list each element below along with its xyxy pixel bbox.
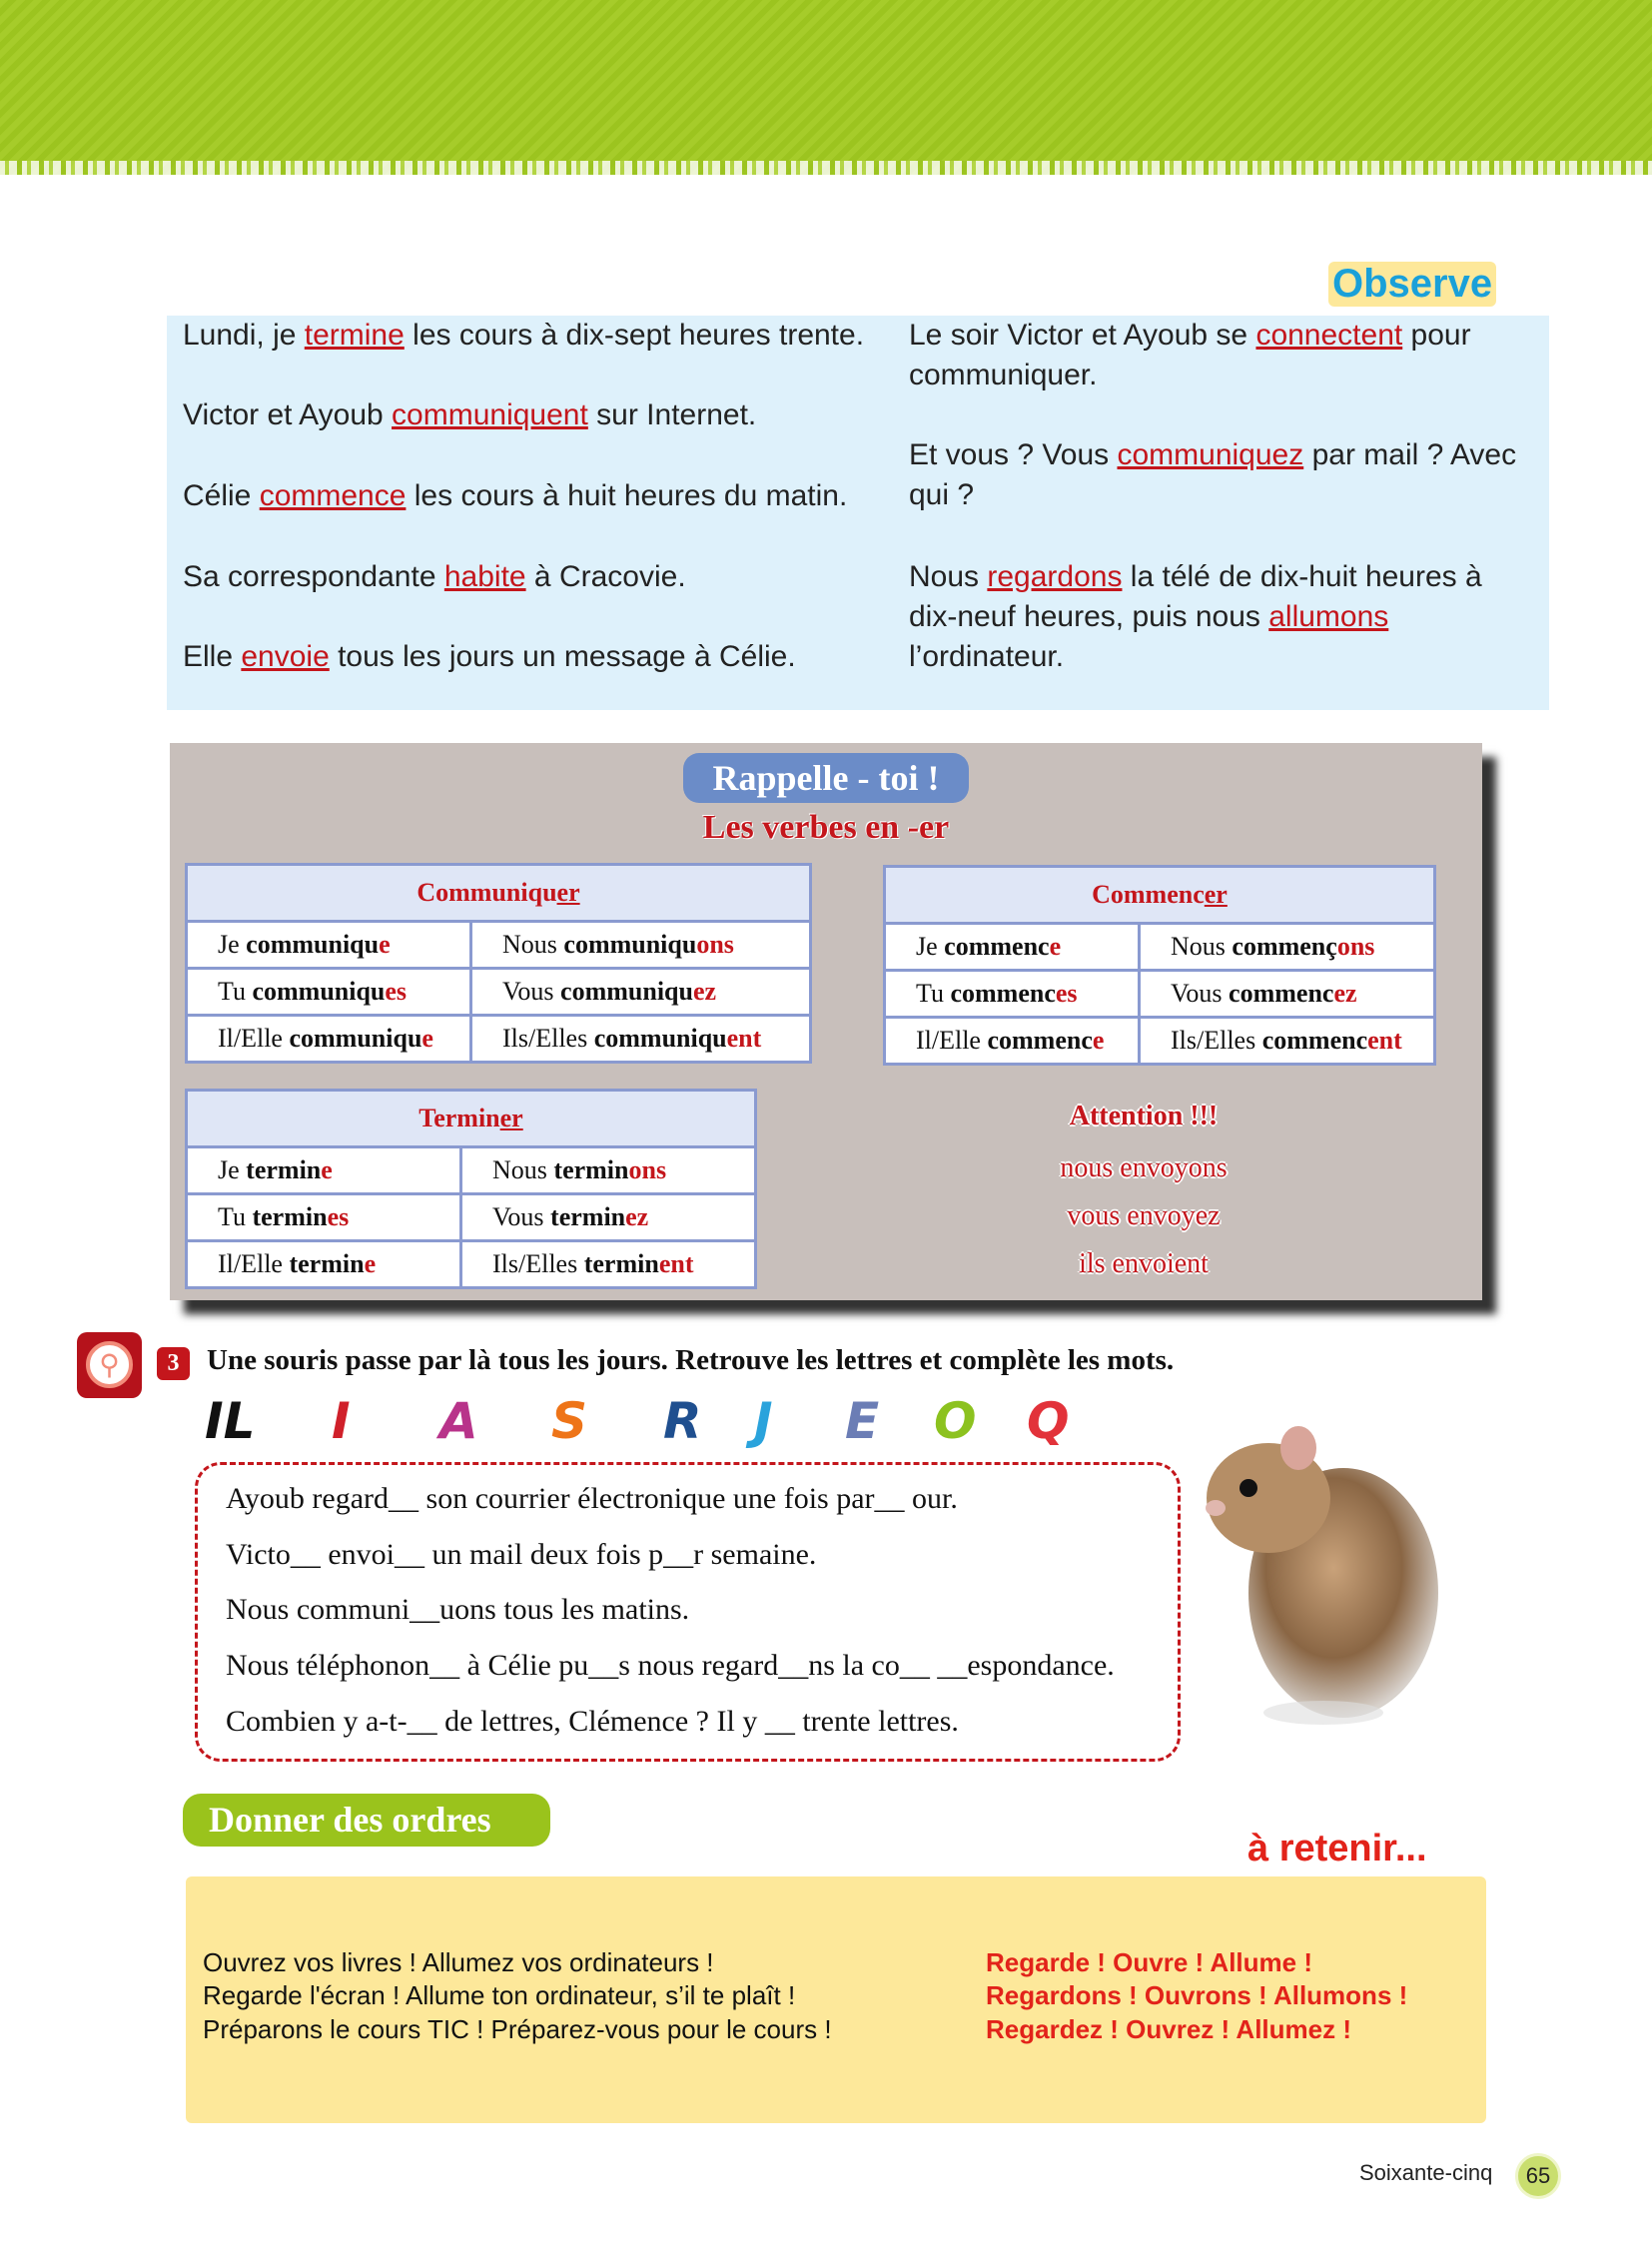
stem: termin — [246, 1155, 322, 1184]
pronoun: Ils/Elles — [502, 1024, 594, 1053]
letter-tile: J — [754, 1392, 773, 1450]
pronoun: Je — [916, 932, 945, 961]
table-row — [187, 1194, 756, 1241]
sentence-text: les cours à dix-sept heures trente. — [404, 319, 865, 352]
observe-sentence — [183, 316, 902, 356]
pronoun: Ils/Elles — [492, 1249, 584, 1278]
verb-ending: er — [499, 1104, 523, 1132]
pronoun: Tu — [218, 1202, 253, 1231]
order-example: Regarde l'écran ! Allume ton ordinateur, s’il te plaît ! — [203, 1980, 796, 2010]
sentence-text: Sa correspondante — [183, 560, 444, 593]
pronoun: Je — [218, 1155, 247, 1184]
sentence-text: pour communiquer. — [909, 319, 1471, 391]
conjugation-cell — [885, 971, 1140, 1018]
pronoun: Nous — [1171, 932, 1233, 961]
observe-sentence — [909, 557, 1518, 677]
sentence-text: Le soir Victor et Ayoub se — [909, 319, 1256, 352]
stem: commenç — [1232, 932, 1337, 961]
stem: commenc — [950, 979, 1056, 1008]
stem: communiqu — [560, 977, 693, 1006]
conjugation-cell — [187, 1016, 471, 1063]
stem: communiqu — [289, 1024, 422, 1053]
conjugation-cell — [1140, 924, 1435, 971]
observe-sentence — [183, 637, 902, 677]
conjugation-cell — [187, 922, 471, 969]
attention-item: ils envoient — [1079, 1248, 1209, 1279]
highlighted-verb: commence — [259, 479, 407, 512]
stem: termin — [550, 1202, 626, 1231]
rappel-title: Rappelle - toi ! — [683, 753, 969, 803]
conjugation-cell — [461, 1194, 756, 1241]
verb-ending: er — [1204, 880, 1228, 909]
table-row — [885, 971, 1435, 1018]
observe-sentence — [909, 435, 1518, 515]
pronoun: Vous — [502, 977, 561, 1006]
observe-sentence — [183, 476, 902, 516]
conjugation-cell — [187, 969, 471, 1016]
sentence-text: Lundi, je — [183, 319, 305, 352]
fill-in-sentence: Nous téléphonon__ à Célie pu__s nous regard__ns la co__ __espondance. — [226, 1649, 1115, 1682]
stem: termin — [252, 1202, 328, 1231]
imperative-form: Regarde ! Ouvre ! Allume ! — [986, 1947, 1312, 1977]
letter-tile: IL — [205, 1392, 256, 1450]
stem: commenc — [1229, 979, 1334, 1008]
fill-in-sentence: Combien y a-t-__ de lettres, Clémence ? Il y __ trente lettres. — [226, 1705, 959, 1738]
letter-tile: I — [332, 1392, 351, 1450]
stem: communiqu — [252, 977, 386, 1006]
sentence-text: la télé de dix-huit heures à dix-neuf heures, puis nous — [909, 560, 1482, 633]
ending: ons — [696, 930, 734, 959]
stem: commenc — [1261, 1026, 1368, 1055]
observe-heading: Observe — [1328, 262, 1496, 307]
highlighted-verb: termine — [304, 319, 405, 352]
rappel-subtitle: Les verbes en -er — [702, 809, 950, 846]
sentence-text: Elle — [183, 640, 242, 673]
observe-sentence — [909, 316, 1518, 395]
pronoun: Nous — [502, 930, 564, 959]
pronoun: Il/Elle — [218, 1249, 290, 1278]
pronoun: Vous — [1171, 979, 1230, 1008]
table-row — [187, 969, 811, 1016]
ending: e — [364, 1249, 377, 1278]
ending: ons — [1336, 932, 1375, 961]
ending: es — [327, 1202, 350, 1231]
table-row — [187, 1147, 756, 1194]
sentence-text: Nous — [909, 560, 988, 593]
observe-sentence — [183, 557, 902, 597]
sentence-text: à Cracovie. — [525, 560, 686, 593]
pronoun: Vous — [492, 1202, 551, 1231]
letter-tile: O — [934, 1392, 977, 1450]
pronoun: Je — [218, 930, 247, 959]
fill-in-sentence: Ayoub regard__ son courrier électronique une fois par__ our. — [226, 1482, 958, 1515]
retenir-label: à retenir... — [1247, 1828, 1427, 1869]
conjugation-cell — [471, 969, 811, 1016]
ending: ez — [1333, 979, 1357, 1008]
ending: ez — [692, 977, 717, 1006]
conjugation-cell — [471, 1016, 811, 1063]
conjugation-cell — [471, 922, 811, 969]
highlighted-verb: communiquez — [1117, 438, 1304, 471]
verb-stem: Communiqu — [416, 878, 557, 907]
stem: communiqu — [563, 930, 697, 959]
conjugation-cell — [1140, 971, 1435, 1018]
sentence-text: les cours à huit heures du matin. — [406, 479, 848, 512]
pronoun: Tu — [916, 979, 951, 1008]
stem: termin — [553, 1155, 629, 1184]
ending: e — [1092, 1026, 1105, 1055]
ending: e — [379, 930, 391, 959]
stem: commenc — [944, 932, 1050, 961]
table-row — [885, 1018, 1435, 1065]
highlighted-verb: regardons — [987, 560, 1123, 593]
order-example: Ouvrez vos livres ! Allumez vos ordinateurs ! — [203, 1947, 714, 1977]
ending: ent — [726, 1024, 762, 1053]
imperative-form: Regardons ! Ouvrons ! Allumons ! — [986, 1980, 1408, 2010]
conjugation-cell — [461, 1147, 756, 1194]
highlighted-verb: envoie — [241, 640, 330, 673]
pronoun: Ils/Elles — [1171, 1026, 1262, 1055]
letter-tile: S — [551, 1392, 588, 1450]
stem: termin — [289, 1249, 365, 1278]
conjugation-cell — [187, 1194, 461, 1241]
ending: es — [385, 977, 408, 1006]
conjugation-cell — [1140, 1018, 1435, 1065]
order-example: Préparons le cours TIC ! Préparez-vous pour le cours ! — [203, 2014, 832, 2044]
table-row — [187, 922, 811, 969]
sentence-text: tous les jours un message à Célie. — [329, 640, 796, 673]
exercise-number: 3 — [157, 1347, 190, 1380]
letter-tile: R — [663, 1392, 702, 1450]
conjugation-table — [185, 863, 812, 1064]
fill-in-sentence: Nous communi__uons tous les matins. — [226, 1593, 690, 1626]
sentence-text: Victor et Ayoub — [183, 398, 393, 431]
fill-in-sentence: Victo__ envoi__ un mail deux fois p__r semaine. — [226, 1538, 817, 1571]
sentence-text: par mail ? Avec qui ? — [909, 438, 1517, 511]
ending: e — [421, 1024, 433, 1053]
ending: ez — [625, 1202, 649, 1231]
letter-tile: Q — [1027, 1392, 1070, 1450]
table-row — [885, 924, 1435, 971]
conjugation-table — [883, 865, 1436, 1066]
ending: ons — [628, 1155, 667, 1184]
section-title-donner: Donner des ordres — [183, 1794, 550, 1847]
stem: communiqu — [246, 930, 380, 959]
verb-ending: er — [556, 878, 580, 907]
highlighted-verb: communiquent — [392, 398, 588, 431]
stem: termin — [583, 1249, 659, 1278]
ending: e — [321, 1155, 333, 1184]
ending: es — [1055, 979, 1078, 1008]
conjugation-table — [185, 1089, 757, 1289]
attention-item: nous envoyons — [1060, 1152, 1228, 1183]
stem: communiqu — [593, 1024, 727, 1053]
conjugation-cell — [187, 1241, 461, 1288]
observe-sentence — [183, 395, 902, 435]
page-word: Soixante-cinq — [1359, 2160, 1493, 2185]
header-banner — [0, 0, 1652, 175]
pronoun: Tu — [218, 977, 253, 1006]
attention-item: vous envoyez — [1067, 1200, 1221, 1231]
search-key-icon: ⚲ — [77, 1332, 142, 1398]
highlighted-verb: allumons — [1268, 600, 1389, 633]
sentence-text: Et vous ? Vous — [909, 438, 1118, 471]
letter-tile: E — [845, 1392, 880, 1450]
conjugation-cell — [461, 1241, 756, 1288]
ending: ent — [1367, 1026, 1402, 1055]
verb-infinitive — [187, 1091, 756, 1147]
stem: commenc — [987, 1026, 1093, 1055]
conjugation-cell — [885, 924, 1140, 971]
verb-infinitive — [885, 867, 1435, 924]
ending: e — [1049, 932, 1062, 961]
imperative-form: Regardez ! Ouvrez ! Allumez ! — [986, 2014, 1351, 2044]
table-row — [187, 1016, 811, 1063]
conjugation-cell — [187, 1147, 461, 1194]
verb-stem: Termin — [418, 1104, 500, 1132]
sentence-text: Célie — [183, 479, 260, 512]
letter-tile: A — [439, 1392, 478, 1450]
pronoun: Il/Elle — [218, 1024, 290, 1053]
sentence-text: l’ordinateur. — [909, 640, 1065, 673]
pronoun: Il/Elle — [916, 1026, 988, 1055]
ending: ent — [658, 1249, 694, 1278]
exercise-title: Une souris passe par là tous les jours. Retrouve les lettres et complète les mots. — [207, 1344, 1175, 1376]
highlighted-verb: connectent — [1255, 319, 1403, 352]
hamster-image — [1194, 1393, 1450, 1729]
attention-heading: Attention !!! — [1069, 1101, 1219, 1131]
page-number: 65 — [1515, 2153, 1561, 2199]
verb-stem: Commenc — [1092, 880, 1205, 909]
conjugation-cell — [885, 1018, 1140, 1065]
sentence-text: sur Internet. — [587, 398, 757, 431]
pronoun: Nous — [492, 1155, 554, 1184]
verb-infinitive — [187, 865, 811, 922]
highlighted-verb: habite — [443, 560, 526, 593]
table-row — [187, 1241, 756, 1288]
